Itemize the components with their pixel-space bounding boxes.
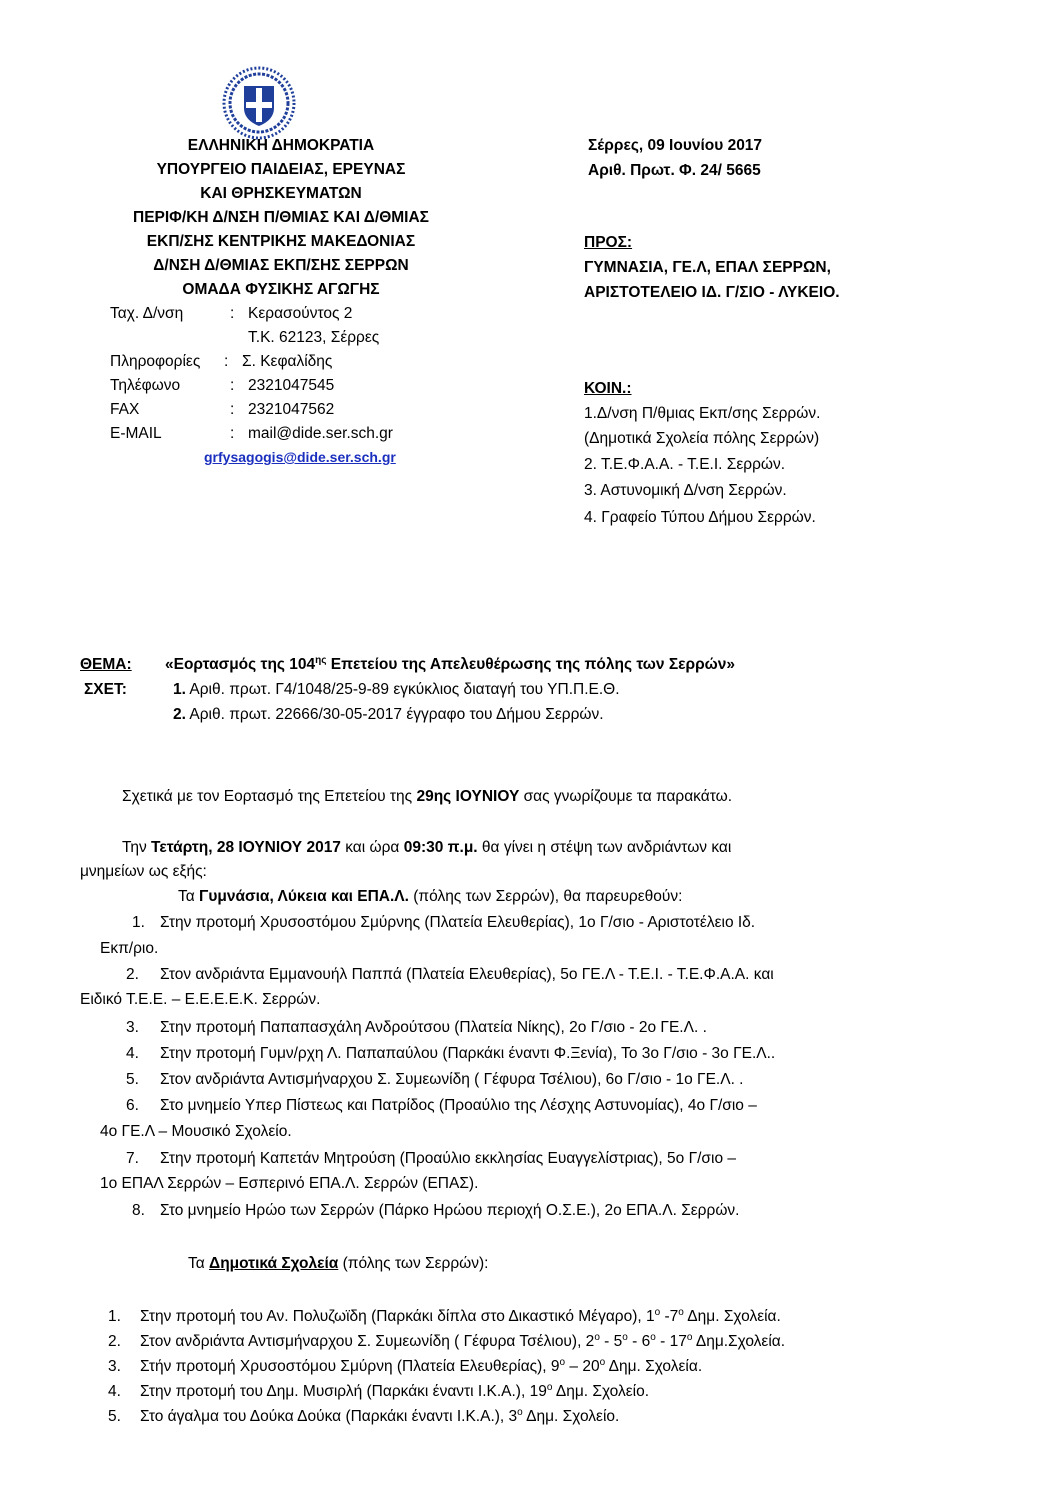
list-item-text: Στο μνημείο Ηρώο των Σερρών (Πάρκο Ηρώου περιοχή Ο.Σ.Ε.), 2ο ΕΠΑ.Λ. Σερρών. xyxy=(160,1202,740,1219)
t: – 20 xyxy=(565,1358,600,1375)
t: Στην προτομή του Δημ. Μυσιρλή (Παρκάκι έναντι Ι.Κ.Α.), 19 xyxy=(140,1383,547,1400)
reference-label: ΣΧΕΤ: xyxy=(84,681,127,698)
issuer-line: ΚΑΙ ΘΡΗΣΚΕΥΜΑΤΩΝ xyxy=(200,185,362,202)
p2-e: θα γίνει η στέψη των ανδριάντων και xyxy=(477,839,732,856)
t: Δημ. Σχολεία. xyxy=(605,1358,703,1375)
list-item-num: 6. xyxy=(126,1097,139,1114)
sup: ο xyxy=(559,1356,566,1368)
list-item-num: 8. xyxy=(132,1202,145,1219)
list-item-cont: 4ο ΓΕ.Λ – Μουσικό Σχολείο. xyxy=(100,1123,292,1140)
sec-a: Τα xyxy=(178,888,200,905)
phone-sep: : xyxy=(230,377,235,394)
list-item-num: 2. xyxy=(108,1333,121,1350)
phone-label: Τηλέφωνο xyxy=(110,377,181,394)
p2-d: 09:30 π.μ. xyxy=(403,839,478,856)
info-label: Πληροφορίες xyxy=(110,353,201,370)
issuer-line: ΠΕΡΙΦ/ΚΗ Δ/ΝΣΗ Π/ΘΜΙΑΣ ΚΑΙ Δ/ΘΜΙΑΣ xyxy=(133,209,429,226)
list-item-num: 7. xyxy=(126,1150,139,1167)
schedule-paragraph xyxy=(122,839,731,857)
list-item-cont: Ειδικό Τ.Ε.Ε. – Ε.Ε.Ε.Ε.Κ. Σερρών. xyxy=(80,991,321,1008)
sup: ο xyxy=(686,1331,693,1343)
intro-a: Σχετικά με τον Εορτασμό της Επετείου της xyxy=(122,788,417,805)
list-item xyxy=(126,1019,707,1037)
list-item xyxy=(126,1097,757,1115)
issuer-line: ΕΚΠ/ΣΗΣ ΚΕΝΤΡΙΚΗΣ ΜΑΚΕΔΟΝΙΑΣ xyxy=(146,233,416,250)
issuer-line: ΥΠΟΥΡΓΕΙΟ ΠΑΙΔΕΙΑΣ, ΕΡΕΥΝΑΣ xyxy=(156,161,406,178)
t: - 6 xyxy=(627,1333,651,1350)
list-item-num: 3. xyxy=(108,1358,121,1375)
phone-value: 2321047545 xyxy=(248,377,335,394)
subject-text xyxy=(165,656,735,674)
t: Στο άγαλμα του Δούκα Δούκα (Παρκάκι έναντι Ι.Κ.Α.), 3 xyxy=(140,1408,518,1425)
list-item-text: Στο μνημείο Υπερ Πίστεως και Πατρίδος (Προαύλιο της Λέσχης Αστυνομίας), 4ο Γ/σιο – xyxy=(160,1097,757,1114)
subject-text-a: «Εορτασμός της 104 xyxy=(165,656,316,673)
t: -7 xyxy=(660,1308,679,1325)
email-link[interactable]: grfysagogis@dide.ser.sch.gr xyxy=(204,449,396,465)
sup: ο xyxy=(654,1306,661,1318)
info-sep: : xyxy=(224,353,229,370)
t: Δημ. Σχολείο. xyxy=(552,1383,650,1400)
list-item-text: Στην προτομή Χρυσοστόμου Σμύρνης (Πλατεία Ελευθερίας), 1ο Γ/σιο - Αριστοτέλειο Ιδ. xyxy=(160,914,756,931)
reference-1 xyxy=(173,681,620,699)
email-value: mail@dide.ser.sch.gr xyxy=(248,425,393,442)
list-item-text: Στον ανδριάντα Αντισμήναρχου Σ. Συμεωνίδη ( Γέφυρα Τσέλιου), 6ο Γ/σιο - 1ο ΓΕ.Λ. . xyxy=(160,1071,744,1088)
reference-1-num: 1. xyxy=(173,681,186,698)
intro-b: 29ης ΙΟΥΝΙΟΥ xyxy=(416,788,520,805)
intro-paragraph xyxy=(122,788,732,806)
issuer-line: Δ/ΝΣΗ Δ/ΘΜΙΑΣ ΕΚΠ/ΣΗΣ ΣΕΡΡΩΝ xyxy=(153,257,409,274)
subject-text-sup: ης xyxy=(315,654,327,666)
sup: ο xyxy=(546,1381,553,1393)
sec2-a: Τα xyxy=(188,1255,210,1272)
primary-list-item xyxy=(108,1383,649,1401)
sec-c: (πόλης των Σερρών), θα παρευρεθούν: xyxy=(408,888,683,905)
reference-2-num: 2. xyxy=(173,706,186,723)
schedule-paragraph-line2: μνημείων ως εξής: xyxy=(80,863,207,880)
issuer-block xyxy=(95,134,467,302)
subject-text-b: Επετείου της Απελευθέρωσης της πόλης των Σερρών» xyxy=(326,656,736,673)
list-item-num: 4. xyxy=(108,1383,121,1400)
t: Στην προτομή του Αν. Πολυζωϊδη (Παρκάκι δίπλα στο Δικαστικό Μέγαρο), 1 xyxy=(140,1308,655,1325)
p2-c: και ώρα xyxy=(340,839,404,856)
list-item xyxy=(126,1045,775,1063)
list-item xyxy=(126,1150,736,1168)
cc-item: 1.Δ/νση Π/θμιας Εκπ/σης Σερρών. xyxy=(584,405,821,422)
t: Δημ.Σχολεία. xyxy=(692,1333,786,1350)
info-value: Σ. Κεφαλίδης xyxy=(242,353,333,370)
issuer-line: ΟΜΑΔΑ ΦΥΣΙΚΗΣ ΑΓΩΓΗΣ xyxy=(182,281,380,298)
address-sep: : xyxy=(230,305,235,322)
address-line2: Τ.Κ. 62123, Σέρρες xyxy=(248,329,380,346)
list-item-num: 4. xyxy=(126,1045,139,1062)
address-label: Ταχ. Δ/νση xyxy=(110,305,184,322)
list-item xyxy=(126,966,774,984)
cc-item: (Δημοτικά Σχολεία πόλης Σερρών) xyxy=(584,430,820,447)
t: Δημ. Σχολείο. xyxy=(522,1408,620,1425)
list-item-cont: 1ο ΕΠΑΛ Σερρών – Εσπερινό ΕΠΑ.Λ. Σερρών (ΕΠΑΣ). xyxy=(100,1175,479,1192)
primary-list-item xyxy=(108,1333,785,1351)
sup: ο xyxy=(594,1331,600,1343)
list-item-text: Στην προτομή Γυμν/ρχη Λ. Παπαπαύλου (Παρκάκι έναντι Φ.Ξενία), Το 3ο Γ/σιο - 3ο ΓΕ.Λ.. xyxy=(160,1045,776,1062)
intro-c: σας γνωρίζουμε τα παρακάτω. xyxy=(519,788,733,805)
recipients-label: ΠΡΟΣ: xyxy=(584,234,633,251)
list-item-text: Στον ανδριάντα Εμμανουήλ Παππά (Πλατεία Ελευθερίας), 5ο ΓΕ.Λ - Τ.Ε.Ι. - Τ.Ε.Φ.Α.Α. και xyxy=(160,966,774,983)
t: - 17 xyxy=(655,1333,687,1350)
fax-label: FAX xyxy=(110,401,140,418)
sec2-b: Δημοτικά Σχολεία xyxy=(209,1255,339,1272)
sec2-c: (πόλης των Σερρών): xyxy=(338,1255,489,1272)
section-secondary-schools xyxy=(178,888,682,906)
sup: ο xyxy=(650,1331,656,1343)
fax-sep: : xyxy=(230,401,235,418)
list-item-num: 1. xyxy=(132,914,145,931)
address-line1: Κερασούντος 2 xyxy=(248,305,353,322)
doc-protocol: Αριθ. Πρωτ. Φ. 24/ 5665 xyxy=(588,162,761,179)
reference-2 xyxy=(173,706,604,724)
section-primary-schools xyxy=(188,1255,488,1273)
t: Στον ανδριάντα Αντισμήναρχου Σ. Συμεωνίδη ( Γέφυρα Τσέλιου), 2 xyxy=(140,1333,595,1350)
cc-item: 2. Τ.Ε.Φ.Α.Α. - Τ.Ε.Ι. Σερρών. xyxy=(584,456,786,473)
issuer-line: ΕΛΛΗΝΙΚΗ ΔΗΜΟΚΡΑΤΙΑ xyxy=(187,137,375,154)
list-item-text: Στην προτομή Καπετάν Μητρούση (Προαύλιο εκκλησίας Ευαγγελίστριας), 5ο Γ/σιο – xyxy=(160,1150,736,1167)
list-item-num: 2. xyxy=(126,966,139,983)
p2-a: Την xyxy=(122,839,152,856)
reference-2-text: Αριθ. πρωτ. 22666/30-05-2017 έγγραφο του Δήμου Σερρών. xyxy=(185,706,604,723)
p2-b: Τετάρτη, 28 ΙΟΥΝΙΟΥ 2017 xyxy=(151,839,341,856)
list-item-cont: Εκπ/ριο. xyxy=(100,940,159,957)
list-item-num: 1. xyxy=(108,1308,121,1325)
list-item xyxy=(126,1071,743,1089)
primary-list-item xyxy=(108,1308,781,1326)
fax-value: 2321047562 xyxy=(248,401,335,418)
sup: ο xyxy=(622,1331,628,1343)
reference-1-text: Αριθ. πρωτ. Γ4/1048/25-9-89 εγκύκλιος διαταγή του ΥΠ.Π.Ε.Θ. xyxy=(185,681,620,698)
recipients-line: ΓΥΜΝΑΣΙΑ, ΓΕ.Λ, ΕΠΑΛ ΣΕΡΡΩΝ, xyxy=(584,259,831,276)
sup: ο xyxy=(599,1356,606,1368)
t: - 5 xyxy=(599,1333,623,1350)
list-item-num: 5. xyxy=(108,1408,121,1425)
sec-b: Γυμνάσια, Λύκεια και ΕΠΑ.Λ. xyxy=(199,888,409,905)
subject-label: ΘΕΜΑ: xyxy=(80,656,132,673)
list-item xyxy=(132,914,755,932)
cc-item: 4. Γραφείο Τύπου Δήμου Σερρών. xyxy=(584,509,816,526)
list-item-num: 5. xyxy=(126,1071,139,1088)
t: Δημ. Σχολεία. xyxy=(683,1308,781,1325)
cc-item: 3. Αστυνομική Δ/νση Σερρών. xyxy=(584,482,787,499)
list-item-text: Στην προτομή Παπαπασχάλη Ανδρούτσου (Πλατεία Νίκης), 2ο Γ/σιο - 2ο ΓΕ.Λ. . xyxy=(160,1019,707,1036)
list-item-num: 3. xyxy=(126,1019,139,1036)
list-item xyxy=(132,1202,739,1220)
doc-date: Σέρρες, 09 Ιουνίου 2017 xyxy=(588,137,763,154)
cc-label: ΚΟΙΝ.: xyxy=(584,380,632,397)
email-sep: : xyxy=(230,425,235,442)
primary-list-item xyxy=(108,1358,702,1376)
t: Στήν προτομή Χρυσοστόμου Σμύρνη (Πλατεία Ελευθερίας), 9 xyxy=(140,1358,560,1375)
primary-list-item xyxy=(108,1408,619,1426)
email-label: E-MAIL xyxy=(110,425,162,442)
greek-republic-emblem-icon xyxy=(222,66,296,140)
recipients-line: ΑΡΙΣΤΟΤΕΛΕΙΟ ΙΔ. Γ/ΣΙΟ - ΛΥΚΕΙΟ. xyxy=(584,284,840,301)
sup: ο xyxy=(678,1306,684,1318)
sup: ο xyxy=(517,1406,523,1418)
